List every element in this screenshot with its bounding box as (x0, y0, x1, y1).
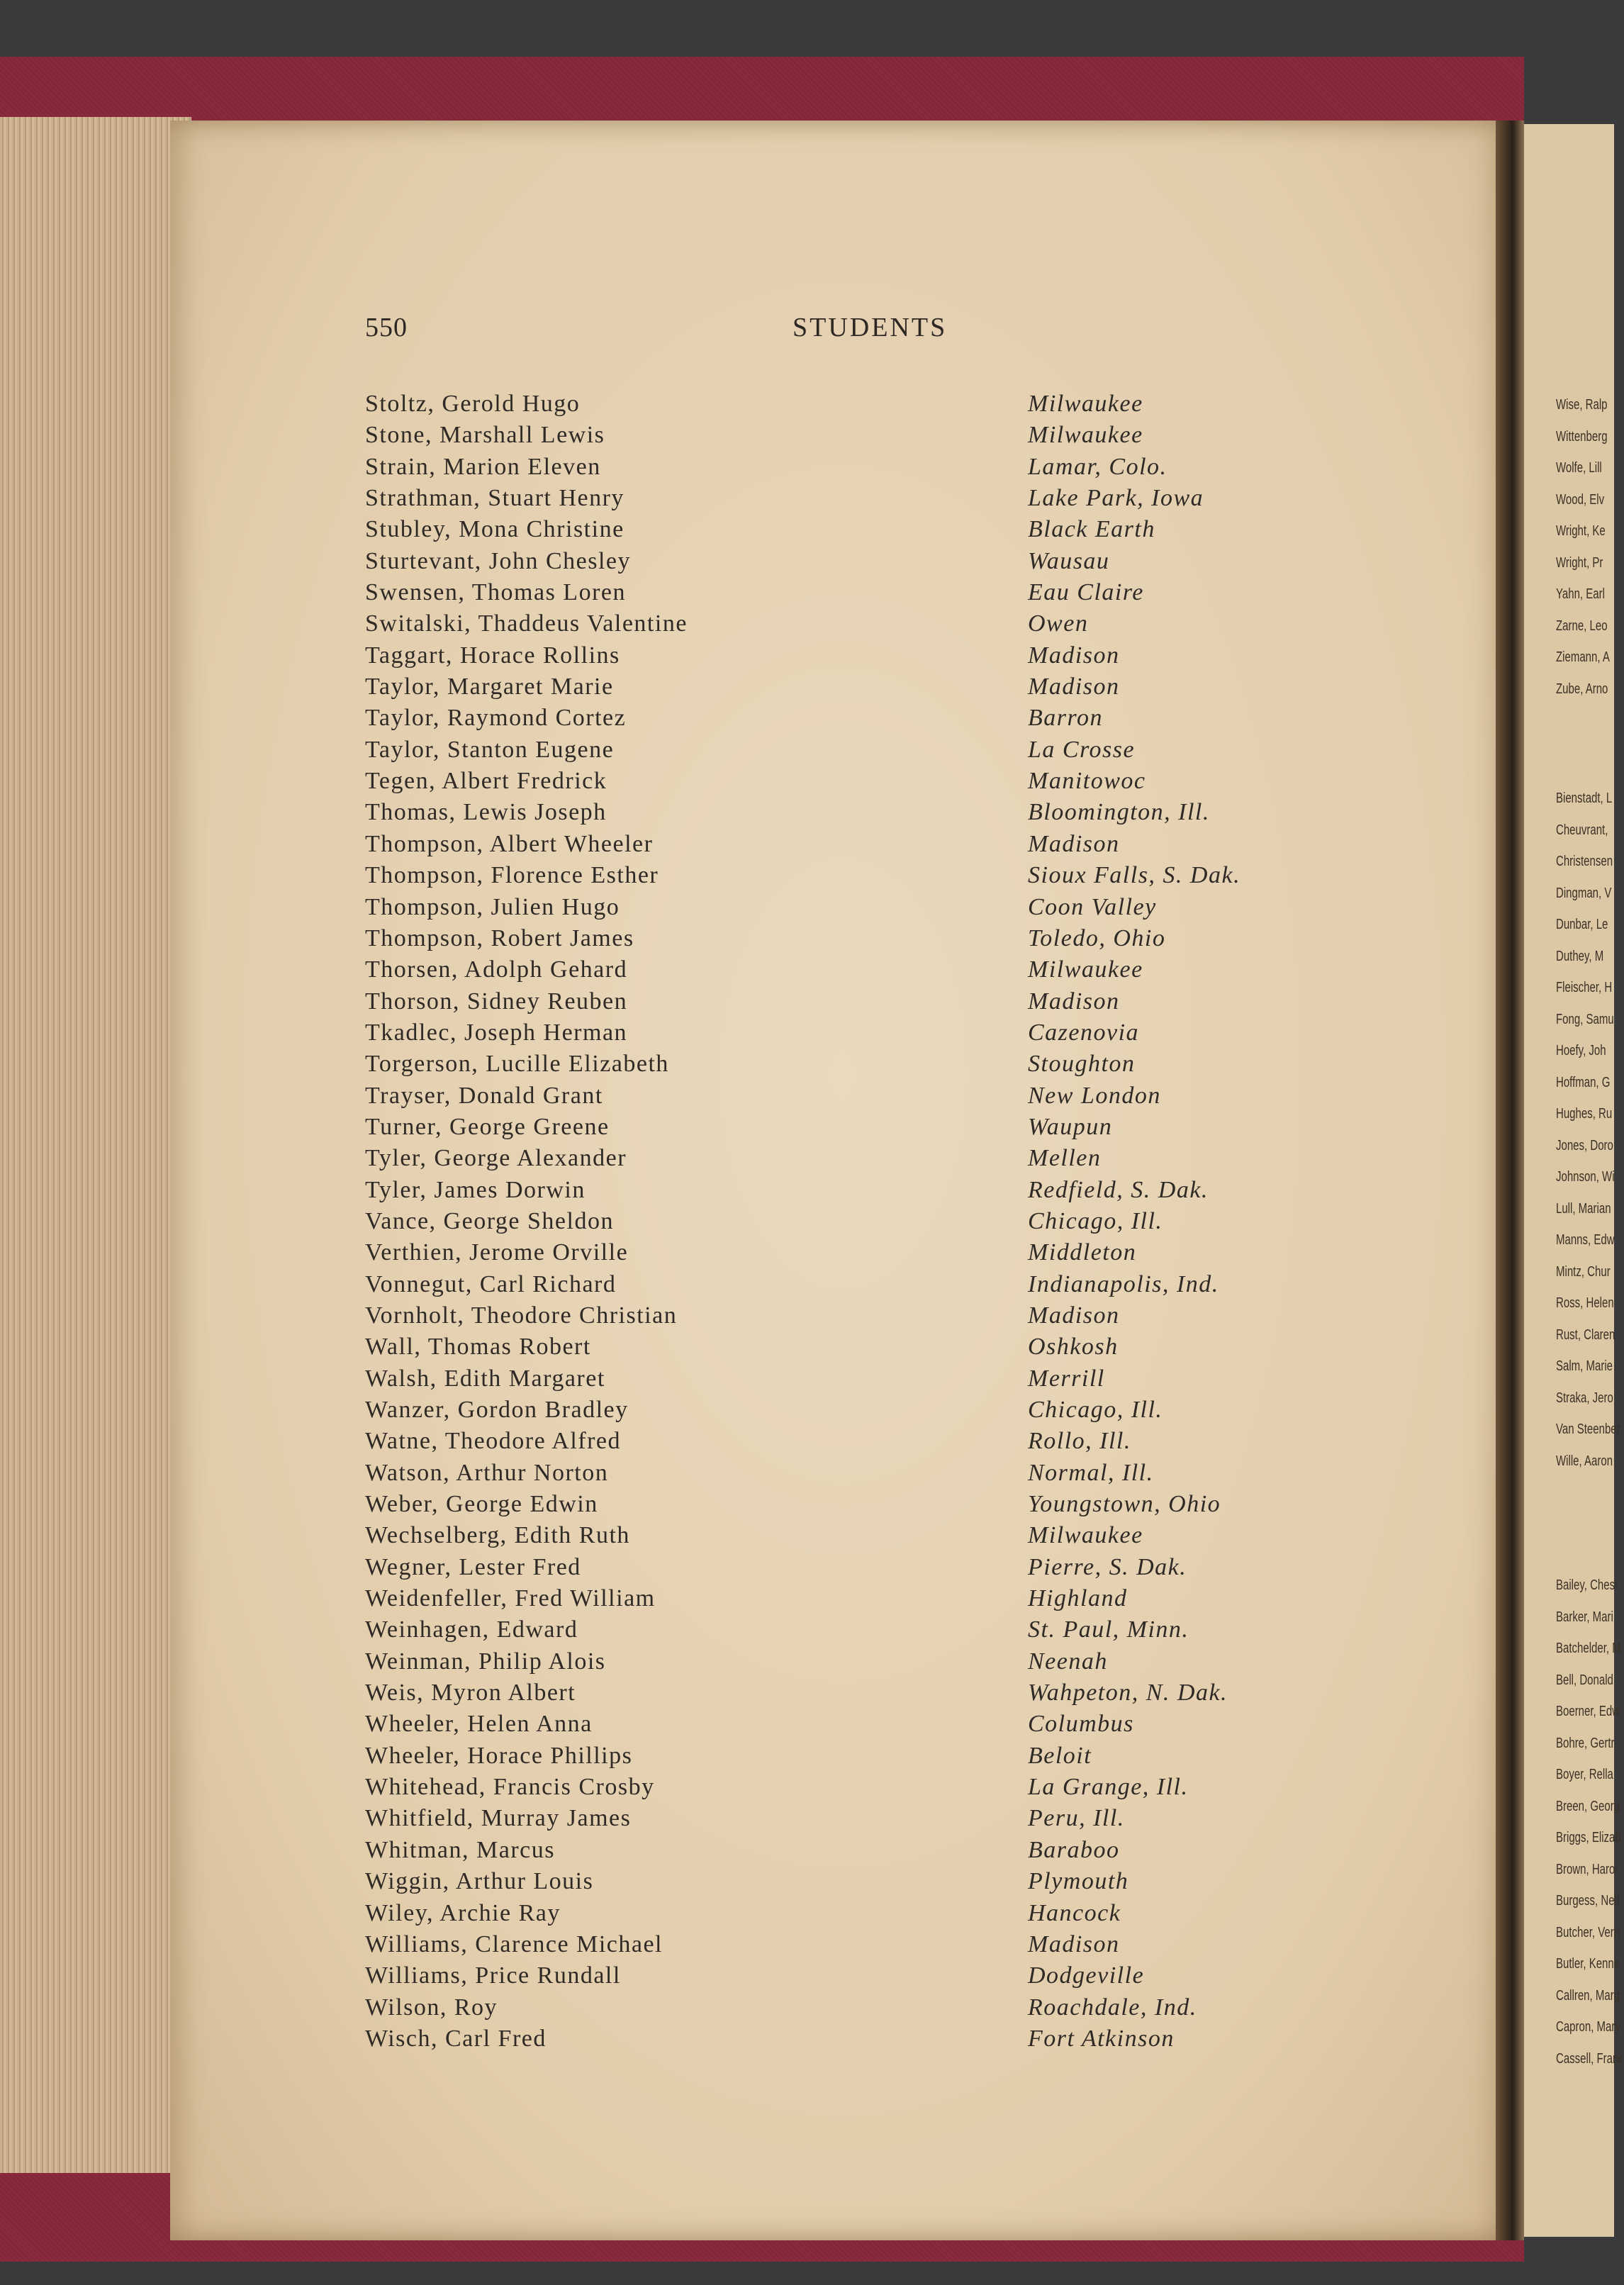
facing-page-entry: Rust, Claren (1556, 1326, 1615, 1343)
list-item (365, 1395, 1322, 1426)
student-hometown: Eau Claire (1028, 579, 1144, 606)
list-item (365, 1049, 1322, 1080)
student-name: Wall, Thomas Robert (365, 1334, 591, 1361)
running-head: STUDENTS (793, 313, 948, 342)
facing-page-entry: Boyer, Rella (1556, 1767, 1613, 1782)
student-name: Thompson, Robert James (365, 924, 634, 951)
page-number: 550 (365, 313, 408, 342)
student-hometown: Chicago, Ill. (1028, 1397, 1163, 1423)
list-item (365, 892, 1322, 923)
list-item (365, 1112, 1322, 1143)
student-name: Thompson, Julien Hugo (365, 893, 620, 920)
list-item (365, 1520, 1322, 1551)
facing-page-entry: Zarne, Leo (1556, 618, 1608, 634)
student-name: Williams, Clarence Michael (365, 1931, 663, 1957)
list-item (365, 1898, 1322, 1929)
facing-page-entry: Hughes, Ru (1556, 1106, 1613, 1122)
facing-page-entry: Ziemann, A (1556, 649, 1610, 665)
list-item (365, 389, 1322, 420)
facing-page-entry: Ross, Helen (1556, 1295, 1614, 1311)
student-hometown: Neenah (1028, 1648, 1108, 1675)
student-hometown: Youngstown, Ohio (1028, 1491, 1221, 1518)
list-item (365, 577, 1322, 608)
student-hometown: Sioux Falls, S. Dak. (1028, 862, 1241, 889)
student-hometown: Beloit (1028, 1742, 1092, 1769)
list-item (365, 1363, 1322, 1395)
list-item (365, 1614, 1322, 1646)
student-name: Wheeler, Helen Anna (365, 1711, 593, 1738)
student-hometown: Madison (1028, 988, 1120, 1015)
student-name: Stone, Marshall Lewis (365, 422, 605, 449)
student-name: Turner, George Greene (365, 1113, 610, 1140)
list-item (365, 1929, 1322, 1960)
list-item (365, 1583, 1322, 1614)
facing-page-entry: Fleischer, H (1556, 980, 1613, 995)
student-name: Torgerson, Lucille Elizabeth (365, 1051, 669, 1078)
list-item (365, 1677, 1322, 1709)
student-hometown: Baraboo (1028, 1836, 1120, 1863)
list-item (365, 608, 1322, 639)
list-item (365, 703, 1322, 734)
student-hometown: Milwaukee (1028, 1522, 1143, 1549)
facing-page-entry: Van Steenber (1556, 1421, 1620, 1437)
facing-page-entry: Dunbar, Le (1556, 917, 1608, 932)
list-item (365, 1175, 1322, 1206)
student-name: Switalski, Thaddeus Valentine (365, 610, 688, 637)
facing-page-entry: Barker, Mari (1556, 1609, 1613, 1625)
facing-page-entry: Wolfe, Lill (1556, 460, 1602, 476)
list-item (365, 1331, 1322, 1363)
student-hometown: Mellen (1028, 1145, 1102, 1172)
facing-page-entry: Mintz, Chur (1556, 1263, 1611, 1280)
list-item (365, 1269, 1322, 1300)
facing-page-entry: Fong, Samu (1556, 1011, 1614, 1027)
student-hometown: Roachdale, Ind. (1028, 1994, 1197, 2021)
facing-page-entry: Lull, Marian (1556, 1200, 1611, 1217)
facing-page-entry: Briggs, Elizab (1556, 1830, 1621, 1845)
list-item (365, 2023, 1322, 2055)
student-hometown: Oshkosh (1028, 1334, 1119, 1361)
list-item (365, 1741, 1322, 1772)
facing-page-entry: Capron, Mary (1556, 2019, 1620, 2035)
facing-page (1524, 124, 1624, 2237)
student-name: Weinhagen, Edward (365, 1616, 578, 1643)
student-hometown: Milwaukee (1028, 422, 1143, 449)
book-gutter (1496, 121, 1524, 2240)
facing-page-entry: Dingman, V (1556, 885, 1612, 901)
facing-page-entry: Bienstadt, L (1556, 790, 1613, 806)
student-hometown: Chicago, Ill. (1028, 1207, 1163, 1234)
student-name: Weidenfeller, Fred William (365, 1585, 656, 1612)
student-name: Tegen, Albert Fredrick (365, 768, 607, 795)
student-name: Stubley, Mona Christine (365, 516, 625, 543)
student-hometown: Madison (1028, 642, 1120, 669)
student-hometown: Barron (1028, 705, 1103, 732)
list-item (365, 797, 1322, 828)
facing-page-entry: Jones, Doro (1556, 1137, 1613, 1153)
student-hometown: Black Earth (1028, 516, 1155, 543)
facing-page-entry: Burgess, Nell (1556, 1893, 1620, 1909)
list-item (365, 860, 1322, 891)
facing-page-entry: Wise, Ralp (1556, 397, 1608, 413)
student-hometown: Stoughton (1028, 1051, 1136, 1078)
student-hometown: Madison (1028, 1931, 1120, 1957)
student-hometown: New London (1028, 1082, 1161, 1109)
student-list (365, 389, 1322, 2055)
student-hometown: Redfield, S. Dak. (1028, 1176, 1209, 1203)
facing-page-entry: Wood, Elv (1556, 491, 1605, 508)
list-item (365, 483, 1322, 514)
list-item (365, 1080, 1322, 1112)
facing-page-entry: Wille, Aaron (1556, 1453, 1613, 1469)
facing-page-entry: Brown, Harol (1556, 1861, 1618, 1877)
facing-page-entry: Wittenberg (1556, 428, 1608, 445)
page-edges (0, 117, 191, 2173)
facing-page-entry: Yahn, Earl (1556, 586, 1605, 602)
list-item (365, 954, 1322, 985)
list-item (365, 1646, 1322, 1677)
facing-page-entry: Bell, Donald (1556, 1672, 1613, 1688)
student-hometown: Milwaukee (1028, 391, 1143, 417)
list-item (365, 1426, 1322, 1457)
student-hometown: Columbus (1028, 1711, 1134, 1738)
list-item (365, 1143, 1322, 1174)
student-hometown: Bloomington, Ill. (1028, 799, 1210, 826)
facing-page-entry: Salm, Marie (1556, 1358, 1613, 1374)
student-hometown: Indianapolis, Ind. (1028, 1270, 1219, 1297)
student-name: Weis, Myron Albert (365, 1680, 576, 1706)
student-name: Walsh, Edith Margaret (365, 1365, 605, 1392)
student-name: Williams, Price Rundall (365, 1962, 621, 1989)
facing-page-entry: Wright, Pr (1556, 554, 1603, 571)
student-hometown: Middleton (1028, 1239, 1137, 1266)
list-item (365, 514, 1322, 545)
student-hometown: Pierre, S. Dak. (1028, 1553, 1187, 1580)
list-item (365, 1300, 1322, 1331)
list-item (365, 1960, 1322, 1991)
student-hometown: Manitowoc (1028, 768, 1146, 795)
facing-page-entry: Cheuvrant, (1556, 822, 1608, 838)
student-hometown: St. Paul, Minn. (1028, 1616, 1189, 1643)
student-hometown: Lake Park, Iowa (1028, 485, 1204, 512)
student-name: Sturtevant, John Chesley (365, 547, 632, 574)
student-hometown: Rollo, Ill. (1028, 1428, 1131, 1455)
student-hometown: Normal, Ill. (1028, 1459, 1154, 1486)
facing-page-entry: Butcher, Vern (1556, 1924, 1620, 1940)
student-name: Verthien, Jerome Orville (365, 1239, 629, 1266)
student-hometown: Dodgeville (1028, 1962, 1145, 1989)
list-item (365, 1709, 1322, 1740)
student-hometown: Peru, Ill. (1028, 1805, 1125, 1832)
student-name: Watson, Arthur Norton (365, 1459, 609, 1486)
student-name: Wegner, Lester Fred (365, 1553, 581, 1580)
facing-page-entry: Christensen (1556, 854, 1613, 869)
facing-page-entry: Hoefy, Joh (1556, 1043, 1606, 1058)
list-item (365, 766, 1322, 797)
facing-page-entry: Straka, Jero (1556, 1390, 1613, 1406)
student-hometown: Plymouth (1028, 1868, 1129, 1895)
facing-page-entry: Bohre, Gertr (1556, 1735, 1615, 1751)
facing-page-entry: Batchelder, M (1556, 1641, 1621, 1656)
student-name: Vonnegut, Carl Richard (365, 1270, 617, 1297)
student-hometown: Wahpeton, N. Dak. (1028, 1680, 1228, 1706)
facing-page-entry: Callren, Marg (1556, 1987, 1620, 2004)
list-item (365, 734, 1322, 766)
student-hometown: Wausau (1028, 547, 1110, 574)
student-name: Stoltz, Gerold Hugo (365, 391, 581, 417)
student-name: Taylor, Raymond Cortez (365, 705, 627, 732)
student-name: Trayser, Donald Grant (365, 1082, 603, 1109)
student-name: Thompson, Albert Wheeler (365, 830, 654, 857)
list-item (365, 1458, 1322, 1489)
list-item (365, 640, 1322, 671)
student-hometown: Madison (1028, 674, 1120, 700)
facing-page-entry: Johnson, Wi (1556, 1169, 1615, 1185)
list-item (365, 1803, 1322, 1834)
student-name: Wilson, Roy (365, 1994, 498, 2021)
student-name: Wechselberg, Edith Ruth (365, 1522, 630, 1549)
student-hometown: Fort Atkinson (1028, 2025, 1175, 2052)
list-item (365, 671, 1322, 703)
student-hometown: Highland (1028, 1585, 1128, 1612)
facing-page-entry: Manns, Edw (1556, 1232, 1615, 1248)
facing-page-entry: Breen, Georg (1556, 1798, 1620, 1814)
facing-page-entry: Cassell, Franc (1556, 2050, 1624, 2067)
list-item (365, 1772, 1322, 1803)
list-item (365, 546, 1322, 577)
list-item (365, 829, 1322, 860)
list-item (365, 1206, 1322, 1237)
facing-page-entry: Bailey, Chest (1556, 1577, 1618, 1593)
student-hometown: Milwaukee (1028, 956, 1143, 983)
student-name: Tyler, George Alexander (365, 1145, 627, 1172)
facing-page-entry: Butler, Kenne (1556, 1956, 1620, 1972)
student-hometown: Hancock (1028, 1899, 1121, 1926)
student-name: Swensen, Thomas Loren (365, 579, 626, 606)
student-name: Taylor, Stanton Eugene (365, 736, 615, 763)
student-name: Wiley, Archie Ray (365, 1899, 561, 1926)
facing-page-entry: Hoffman, G (1556, 1074, 1611, 1090)
student-hometown: Lamar, Colo. (1028, 453, 1167, 480)
student-name: Thomas, Lewis Joseph (365, 799, 607, 826)
student-hometown: Waupun (1028, 1113, 1113, 1140)
student-name: Thorson, Sidney Reuben (365, 988, 628, 1015)
facing-page-entry: Boerner, Edw (1556, 1704, 1620, 1719)
list-item (365, 986, 1322, 1017)
list-item (365, 1992, 1322, 2023)
student-name: Strathman, Stuart Henry (365, 485, 625, 512)
student-name: Taylor, Margaret Marie (365, 674, 614, 700)
student-name: Wanzer, Gordon Bradley (365, 1397, 629, 1423)
list-item (365, 1552, 1322, 1583)
student-name: Tyler, James Dorwin (365, 1176, 586, 1203)
student-name: Weber, George Edwin (365, 1491, 598, 1518)
facing-page-entry: Wright, Ke (1556, 523, 1606, 539)
student-name: Whitfield, Murray James (365, 1805, 632, 1832)
list-item (365, 452, 1322, 483)
student-name: Thorsen, Adolph Gehard (365, 956, 628, 983)
student-hometown: La Crosse (1028, 736, 1136, 763)
student-hometown: Toledo, Ohio (1028, 924, 1166, 951)
list-item (365, 1835, 1322, 1866)
facing-page-entry: Zube, Arno (1556, 681, 1608, 697)
facing-page-entry: Duthey, M (1556, 948, 1604, 964)
student-name: Thompson, Florence Esther (365, 862, 659, 889)
student-hometown: Madison (1028, 1302, 1120, 1329)
student-hometown: Coon Valley (1028, 893, 1157, 920)
student-name: Vornholt, Theodore Christian (365, 1302, 678, 1329)
list-item (365, 1489, 1322, 1520)
list-item (365, 1866, 1322, 1897)
student-name: Whitman, Marcus (365, 1836, 555, 1863)
student-name: Strain, Marion Eleven (365, 453, 601, 480)
student-hometown: Madison (1028, 830, 1120, 857)
student-hometown: Cazenovia (1028, 1019, 1140, 1046)
student-hometown: La Grange, Ill. (1028, 1774, 1189, 1801)
student-hometown: Owen (1028, 610, 1089, 637)
student-name: Vance, George Sheldon (365, 1207, 614, 1234)
list-item (365, 1017, 1322, 1049)
list-item (365, 1237, 1322, 1268)
student-name: Tkadlec, Joseph Herman (365, 1019, 628, 1046)
student-name: Wisch, Carl Fred (365, 2025, 547, 2052)
student-name: Watne, Theodore Alfred (365, 1428, 622, 1455)
list-item (365, 420, 1322, 451)
student-name: Whitehead, Francis Crosby (365, 1774, 655, 1801)
list-item (365, 923, 1322, 954)
student-name: Weinman, Philip Alois (365, 1648, 606, 1675)
student-name: Taggart, Horace Rollins (365, 642, 620, 669)
student-name: Wheeler, Horace Phillips (365, 1742, 633, 1769)
student-name: Wiggin, Arthur Louis (365, 1868, 594, 1895)
student-hometown: Merrill (1028, 1365, 1105, 1392)
